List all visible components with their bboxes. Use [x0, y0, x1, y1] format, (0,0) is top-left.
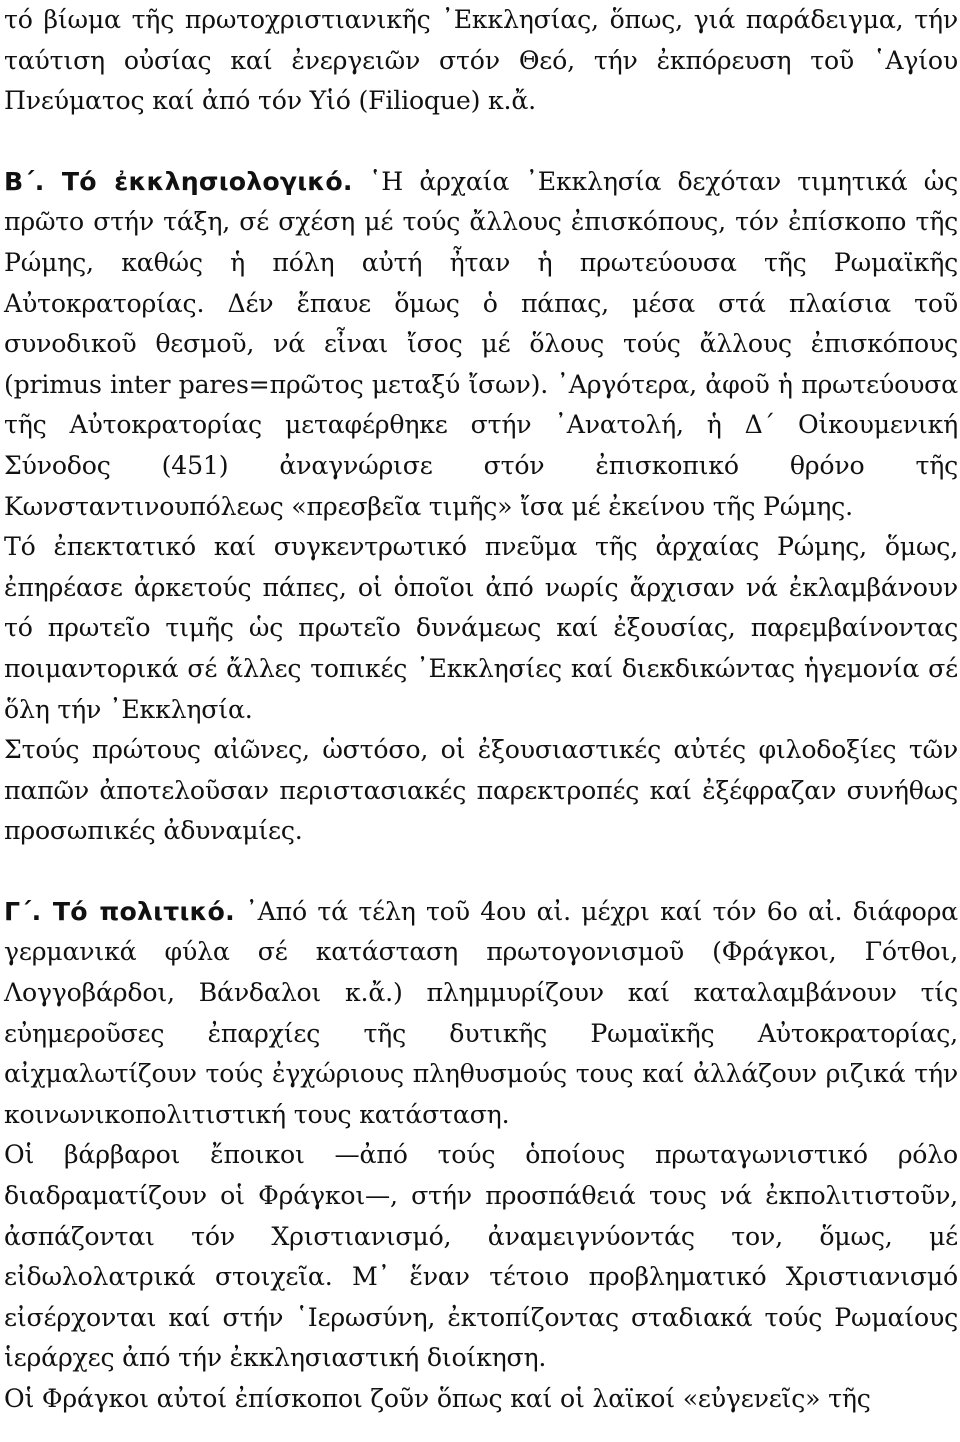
paragraph-barbarian-settlers: Οἱ βάρβαροι ἔποικοι —ἀπό τούς ὁποίους πρωταγωνιστικό ρόλο διαδραματίζουν οἱ Φράγκοι—, στήν προσπάθειά τους νά ἐκπολιτιστοῦν, ἀσπάζονται τόν Χριστιανισμό, ἀναμειγνύοντάς τον, ὅμως, μέ εἰδωλολατρικά στοιχεῖα. Μ᾿ ἕναν τέτοιο προβληματικό Χριστιανισμό εἰσέρχονται καί στήν ῾Ιερωσύνη, ἐκτοπίζοντας σταδιακά τούς Ρωμαίους ἱεράρχες ἀπό τήν ἐκκλησιαστική διοίκηση. [4, 1140, 958, 1373]
paragraph-filioque: τό βίωμα τῆς πρωτοχριστιανικῆς ᾿Εκκλησίας, ὅπως, γιά παράδειγμα, τήν ταύτιση οὐσίας καί ἐνεργειῶν στόν Θεό, τήν ἐκπόρευση τοῦ ῾Αγίου Πνεύματος καί ἀπό τόν Υἱό (Filioque) κ.ἄ. [4, 5, 958, 116]
paragraph-papal-ambition: Τό ἐπεκτατικό καί συγκεντρωτικό πνεῦμα τῆς ἀρχαίας Ρώμης, ὅμως, ἐπηρέασε ἀρκετούς πάπες, οἱ ὁποῖοι ἀπό νωρίς ἄρχισαν νά ἐκλαμβάνουν τό πρωτεῖο τιμῆς ὡς πρωτεῖο δυνάμεως καί ἐξουσίας, παρεμβαίνοντας ποιμαντορικά σέ ἄλλες τοπικές ᾿Εκκλησίες καί διεκδικώντας ἡγεμονία σέ ὅλη τήν ᾿Εκκλησία. [4, 532, 958, 724]
section-heading-political: Γ΄. Τό πολιτικό. [4, 896, 235, 926]
document-page [4, 0, 958, 1420]
paragraph-ecclesiological-text: ῾Η ἀρχαία ᾿Εκκλησία δεχόταν τιμητικά ὡς πρῶτο στήν τάξη, σέ σχέση μέ τούς ἄλλους ἐπισκόπους, τόν ἐπίσκοπο τῆς Ρώμης, καθώς ἡ πόλη αὐτή ἦταν ἡ πρωτεύουσα τῆς Ρωμαϊκῆς Αὐτοκρατορίας. Δέν ἔπαυε ὅμως ὁ πάπας, μέσα στά πλαίσια τοῦ συνοδικοῦ θεσμοῦ, νά εἶναι ἴσος μέ ὅλους τούς ἄλλους ἐπισκόπους (primus inter pares=πρῶτος μεταξύ ἴσων). ᾿Αργότερα, ἀφοῦ ἡ πρωτεύουσα τῆς Αὐτοκρατορίας μεταφέρθηκε στήν ᾿Ανατολή, ἡ Δ΄ Οἰκουμενική Σύνοδος (451) ἀναγνώρισε στόν ἐπισκοπικό θρόνο τῆς Κωνσταντινουπόλεως «πρεσβεῖα τιμῆς» ἴσα μέ ἐκείνου τῆς Ρώμης. [4, 166, 958, 521]
paragraph-spacer [4, 852, 958, 892]
paragraph-frankish-bishops: Οἱ Φράγκοι αὐτοί ἐπίσκοποι ζοῦν ὅπως καί οἱ λαϊκοί «εὐγενεῖς» τῆς [4, 1384, 871, 1413]
section-heading-ecclesiological: Β΄. Τό ἐκκλησιολογικό. [4, 166, 353, 196]
paragraph-early-centuries: Στούς πρώτους αἰῶνες, ὡστόσο, οἱ ἐξουσιαστικές αὐτές φιλοδοξίες τῶν παπῶν ἀποτελοῦσαν περιστασιακές παρεκτροπές καί ἐξέφραζαν συνήθως προσωπικές ἀδυναμίες. [4, 735, 958, 846]
paragraph-spacer [4, 122, 958, 162]
paragraph-political [4, 892, 958, 1136]
paragraph-political-text: ᾿Από τά τέλη τοῦ 4ου αἰ. μέχρι καί τόν 6ο αἰ. διάφορα γερμανικά φύλα σέ κατάσταση πρωτογονισμοῦ (Φράγκοι, Γότθοι, Λογγοβάρδοι, Βάνδαλοι κ.ἄ.) πλημμυρίζουν καί καταλαμβάνουν τίς εὐημεροῦσες ἐπαρχίες τῆς δυτικῆς Ρωμαϊκῆς Αὐτοκρατορίας, αἰχμαλωτίζουν τούς ἐγχώριους πληθυσμούς τους καί ἀλλάζουν ριζικά τήν κοινωνικοπολιτιστική τους κατάσταση. [4, 896, 958, 1129]
paragraph-ecclesiological [4, 162, 958, 527]
